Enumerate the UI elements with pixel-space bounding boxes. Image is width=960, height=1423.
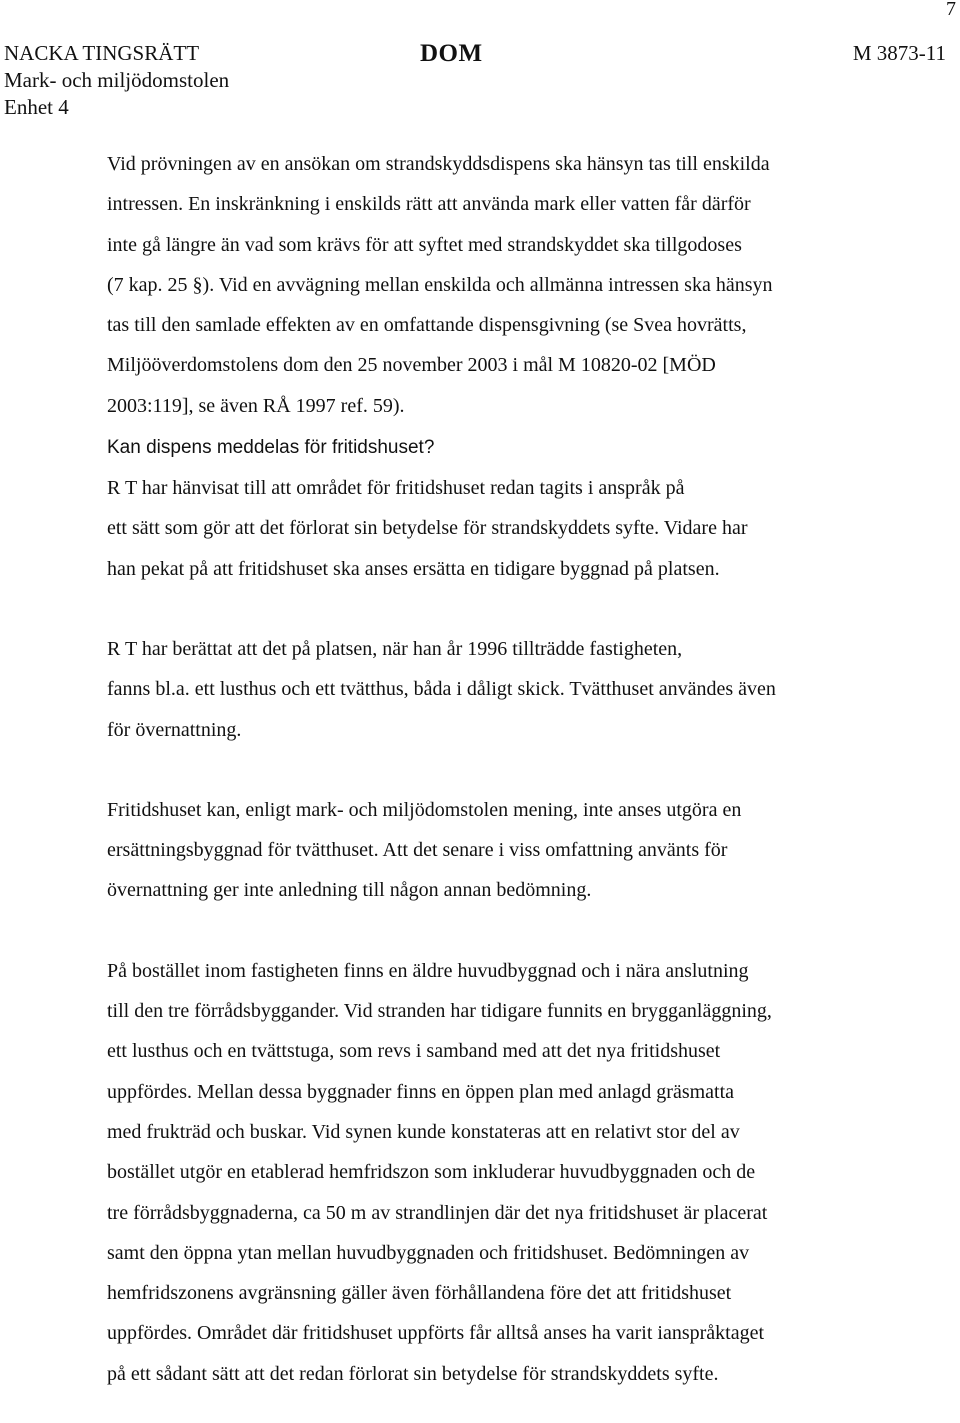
text-line: samt den öppna ytan mellan huvudbyggnaden och fritidshuset. Bedömningen av: [107, 1241, 750, 1264]
text-line: på ett sådant sätt att det redan förlorat sin betydelse för strandskyddets syfte.: [107, 1362, 719, 1385]
text-line: Miljööverdomstolens dom den 25 november 2003 i mål M 10820-02 [MÖD: [107, 354, 716, 377]
text-line: bostället utgör en etablerad hemfridszon som inkluderar huvudbyggnaden och de: [107, 1161, 756, 1184]
text-line: hemfridszonens avgränsning gäller även förhållandena före det att fritidshuset: [107, 1282, 732, 1305]
text-line: till den tre förrådsbyggander. Vid stranden har tidigare funnits en brygganläggning,: [107, 1000, 772, 1023]
text-line: övernattning ger inte anledning till någon annan bedömning.: [107, 879, 592, 902]
court-division: Mark- och miljödomstolen: [4, 68, 230, 92]
text-line: R T har berättat att det på platsen, när han år 1996 tillträdde fastigheten,: [107, 637, 683, 660]
text-line: R T har hänvisat till att området för fritidshuset redan tagits i anspråk på: [107, 477, 685, 500]
text-line: fanns bl.a. ett lusthus och ett tvätthus, båda i dåligt skick. Tvätthuset användes även: [107, 678, 776, 701]
text-line: Vid prövningen av en ansökan om strandskyddsdispens ska hänsyn tas till enskilda: [107, 153, 770, 175]
paragraph-assessment: [107, 790, 887, 911]
document-body: [107, 144, 887, 1394]
text-line: På bostället inom fastigheten finns en äldre huvudbyggnad och i nära anslutning: [107, 959, 749, 982]
paragraph-history: [107, 629, 887, 750]
text-line: ett lusthus och en tvättstuga, som revs i samband med att det nya fritidshuset: [107, 1040, 721, 1063]
text-line: 2003:119], se även RÅ 1997 ref. 59).: [107, 394, 405, 417]
text-line: inte gå längre än vad som krävs för att syftet med strandskyddet ska tillgodoses: [107, 233, 742, 256]
paragraph-claim: [107, 468, 887, 589]
paragraph-legal-basis: [107, 144, 887, 426]
text-line: med frukträd och buskar. Vid synen kunde konstateras att en relativt stor del av: [107, 1120, 740, 1143]
text-line: uppfördes. Mellan dessa byggnader finns en öppen plan med anlagd gräsmatta: [107, 1080, 735, 1103]
text-line: ett sätt som gör att det förlorat sin betydelse för strandskyddets syfte. Vidare har: [107, 517, 748, 540]
text-line: (7 kap. 25 §). Vid en avvägning mellan enskilda och allmänna intressen ska hänsyn: [107, 273, 773, 296]
text-line: han pekat på att fritidshuset ska anses ersätta en tidigare byggnad på platsen.: [107, 557, 720, 580]
case-number: M 3873-11: [852, 41, 946, 65]
text-line: för övernattning.: [107, 718, 242, 741]
court-name: NACKA TINGSRÄTT: [4, 41, 200, 65]
text-line: ersättningsbyggnad för tvätthuset. Att det senare i viss omfattning använts för: [107, 839, 728, 862]
question-heading: Kan dispens meddelas för fritidshuset?: [107, 437, 435, 459]
text-line: tre förrådsbyggnaderna, ca 50 m av strandlinjen där det nya fritidshuset är placerat: [107, 1201, 768, 1224]
page-number: 7: [946, 0, 956, 20]
text-line: uppfördes. Området där fritidshuset uppförts får alltså anses ha varit ianspråktaget: [107, 1322, 765, 1345]
text-line: intressen. En inskränkning i enskilds rätt att använda mark eller vatten får därför: [107, 193, 751, 216]
text-line: Fritidshuset kan, enligt mark- och miljödomstolen mening, inte anses utgöra en: [107, 798, 742, 821]
court-unit: Enhet 4: [4, 95, 69, 119]
text-line: tas till den samlade effekten av en omfattande dispensgivning (se Svea hovrätts,: [107, 314, 747, 337]
paragraph-site-description: [107, 951, 887, 1394]
court-info: [4, 40, 229, 121]
document-type: DOM: [420, 40, 483, 67]
